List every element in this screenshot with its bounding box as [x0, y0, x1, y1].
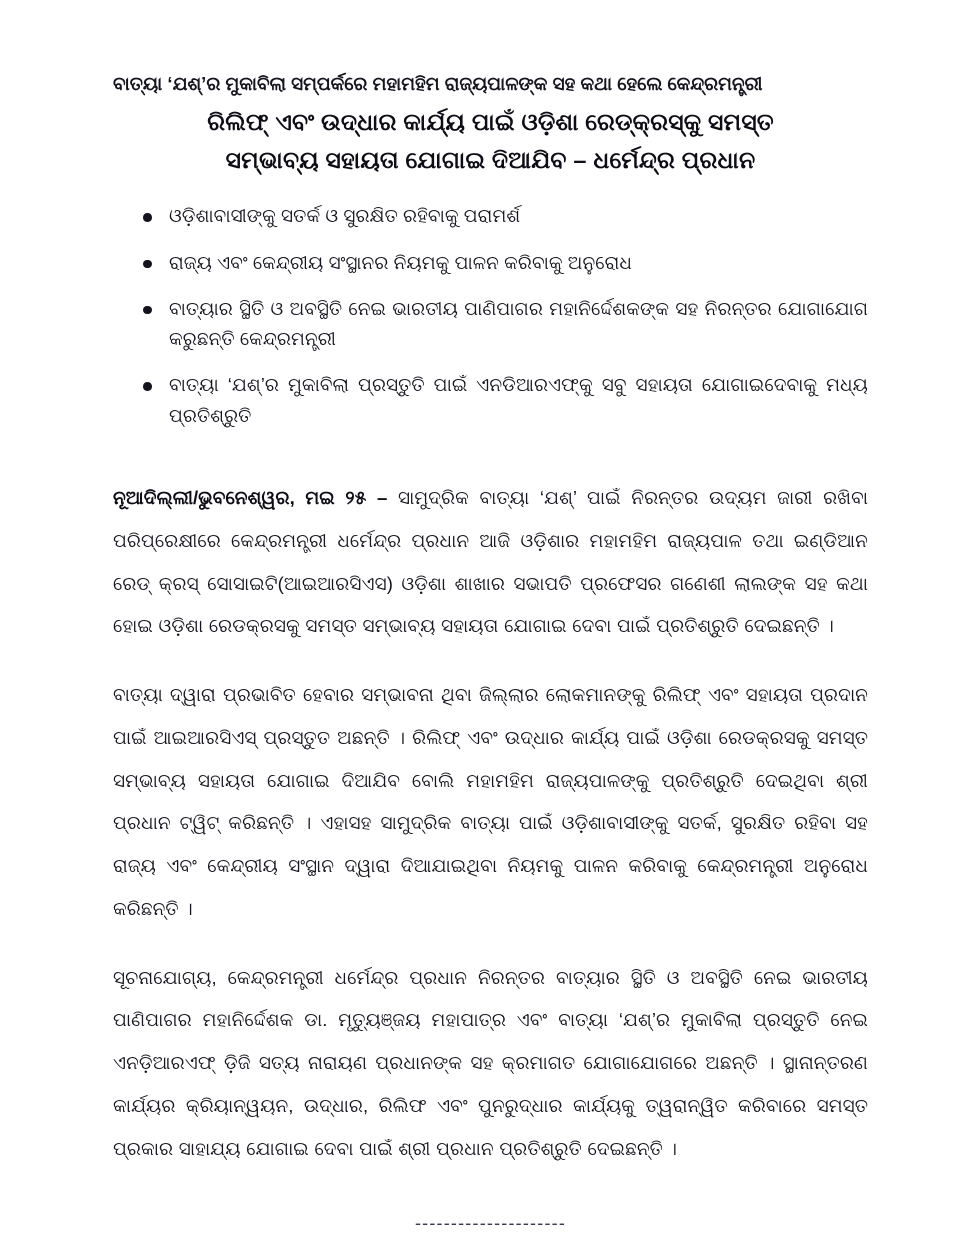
bullet-dot-icon — [143, 213, 152, 222]
list-item-label: ରାଜ୍ୟ ଏବଂ କେନ୍ଦ୍ରୀୟ ସଂସ୍ଥାନର ନିୟମକୁ ପାଳନ କରିବାକୁ ଅନୁରୋଧ — [169, 251, 632, 273]
list-item-label: ଓଡ଼ିଶାବାସୀଙ୍କୁ ସତର୍କ ଓ ସୁରକ୍ଷିତ ରହିବାକୁ ପରାମର୍ଶ — [169, 205, 521, 227]
list-item — [113, 294, 868, 355]
page-title — [113, 103, 868, 179]
paragraph-1-text: ସାମୁଦ୍ରିକ ବାତ୍ୟା ‘ଯଶ୍’ ପାଇଁ ନିରନ୍ତର ଉଦ୍ୟମ ଜାରୀ ରଖିବା ପରିପ୍ରେକ୍ଷୀରେ କେନ୍ଦ୍ରମନ୍ତ୍ରୀ ଧର୍ମେନ୍ଦ୍ର ପ୍ରଧାନ ଆଜି ଓଡ଼ିଶାର ମହାମହିମ ରାଜ୍ୟପାଳ ତଥା ଇଣ୍ଡିଆନ ରେଡ୍ କ୍ରସ୍ ସୋସାଇଟି(ଆଇଆରସିଏସ) ଓଡ଼ିଶା ଶାଖାର ସଭାପତି ପ୍ରଫେସର ଗଣେଶୀ ଲାଲଙ୍କ ସହ କଥା ହୋଇ ଓଡ଼ିଶା ରେଡକ୍ରସକୁ ସମସ୍ତ ସମ୍ଭାବ୍ୟ ସହାୟତା ଯୋଗାଇ ଦେବା ପାଇଁ ପ୍ରତିଶ୍ରୁତି ଦେଇଛନ୍ତି । — [113, 487, 868, 637]
headline-line-1: ରିଲିଫ୍ ଏବଂ ଉଦ୍ଧାର କାର୍ଯ୍ୟ ପାଇଁ ଓଡ଼ିଶା ରେଡ୍‌କ୍ରସ୍‌କୁ ସମସ୍ତ — [207, 109, 774, 136]
paragraph-1 — [113, 477, 868, 648]
list-item — [113, 248, 868, 278]
headline-block — [113, 72, 868, 179]
list-item-label: ବାତ୍ୟା ‘ଯଶ୍’ର ମୁକାବିଲା ପ୍ରସ୍ତୁତି ପାଇଁ ଏନଡିଆରଏଫ୍‌କୁ ସବୁ ସହାୟତା ଯୋଗାଇଦେବାକୁ ମଧ୍ୟ ପ୍ରତିଶ୍ରୁତି — [169, 374, 868, 426]
highlights-list — [113, 201, 868, 431]
bullet-dot-icon — [143, 306, 152, 315]
headline-line-2: ସମ୍ଭାବ୍ୟ ସହାୟତା ଯୋଗାଇ ଦିଆଯିବ – ଧର୍ମେନ୍ଦ୍ର ପ୍ରଧାନ — [225, 147, 756, 174]
list-item — [113, 370, 868, 431]
bullet-dot-icon — [143, 382, 152, 391]
paragraph-2: ବାତ୍ୟା ଦ୍ୱାରା ପ୍ରଭାବିତ ହେବାର ସମ୍ଭାବନା ଥିବା ଜିଲ୍ଲାର ଲୋକମାନଙ୍କୁ ରିଲିଫ୍ ଏବଂ ସହାୟତା ପ୍ରଦାନ ପାଇଁ ଆଇଆରସିଏସ୍ ପ୍ରସ୍ତୁତ ଅଛନ୍ତି । ରିଲିଫ୍ ଏବଂ ଉଦ୍ଧାର କାର୍ଯ୍ୟ ପାଇଁ ଓଡ଼ିଶା ରେଡକ୍ରସକୁ ସମସ୍ତ ସମ୍ଭାବ୍ୟ ସହାୟତା ଯୋଗାଇ ଦିଆଯିବ ବୋଲି ମହାମହିମ ରାଜ୍ୟପାଳଙ୍କୁ ପ୍ରତିଶ୍ରୁତି ଦେଇଥିବା ଶ୍ରୀ ପ୍ରଧାନ ଟ୍ୱିଟ୍ କରିଛନ୍ତି । ଏହାସହ ସାମୁଦ୍ରିକ ବାତ୍ୟା ପାଇଁ ଓଡ଼ିଶାବାସୀଙ୍କୁ ସତର୍କ, ସୁରକ୍ଷିତ ରହିବା ସହ ରାଜ୍ୟ ଏବଂ କେନ୍ଦ୍ରୀୟ ସଂସ୍ଥାନ ଦ୍ୱାରା ଦିଆଯାଇଥିବା ନିୟମକୁ ପାଳନ କରିବାକୁ କେନ୍ଦ୍ରମନ୍ତ୍ରୀ ଅନୁରୋଧ କରିଛନ୍ତି । — [113, 684, 868, 919]
list-item — [113, 201, 868, 231]
document-content — [113, 0, 868, 1234]
footer-separator: --------------------- — [414, 1212, 567, 1233]
list-item-label: ବାତ୍ୟାର ସ୍ଥିତି ଓ ଅବସ୍ଥିତି ନେଇ ଭାରତୀୟ ପାଣିପାଗର ମହାନିର୍ଦ୍ଦେଶକଙ୍କ ସହ ନିରନ୍ତର ଯୋଗାଯୋଗ କରୁଛନ୍ତି କେନ୍ଦ୍ରମନ୍ତ୍ରୀ — [169, 297, 868, 350]
bullet-dot-icon — [143, 260, 152, 269]
kicker-line: ବାତ୍ୟା ‘ଯଶ୍’ର ମୁକାବିଲା ସମ୍ପର୍କରେ ମହାମହିମ ରାଜ୍ୟପାଳଙ୍କ ସହ କଥା ହେଲେ କେନ୍ଦ୍ରମନ୍ତ୍ରୀ — [113, 73, 763, 94]
body-copy — [113, 477, 868, 1170]
paragraph-3: ସୂଚନାଯୋଗ୍ୟ, କେନ୍ଦ୍ରମନ୍ତ୍ରୀ ଧର୍ମେନ୍ଦ୍ର ପ୍ରଧାନ ନିରନ୍ତର ବାତ୍ୟାର ସ୍ଥିତି ଓ ଅବସ୍ଥିତି ନେଇ ଭାରତୀୟ ପାଣିପାଗର ମହାନିର୍ଦ୍ଦେଶକ ଡା. ମୃତ୍ୟୁଞ୍ଜୟ ମହାପାତ୍ର ଏବଂ ବାତ୍ୟା ‘ଯଶ୍’ର ମୁକାବିଲା ପ୍ରସ୍ତୁତି ନେଇ ଏନଡ଼ିଆରଏଫ୍ ଡ଼ିଜି ସତ୍ୟ ନାରାୟଣ ପ୍ରଧାନଙ୍କ ସହ କ୍ରମାଗତ ଯୋଗାଯୋଗରେ ଅଛନ୍ତି । ସ୍ଥାନାନ୍ତରଣ କାର୍ଯ୍ୟର କ୍ରିୟାନ୍ୱୟନ, ଉଦ୍ଧାର, ରିଲିଫ ଏବଂ ପୁନରୁଦ୍ଧାର କାର୍ଯ୍ୟକୁ ତ୍ୱରାନ୍ୱିତ କରିବାରେ ସମସ୍ତ ପ୍ରକାର ସାହାଯ୍ୟ ଯୋଗାଇ ଦେବା ପାଇଁ ଶ୍ରୀ ପ୍ରଧାନ ପ୍ରତିଶ୍ରୁତି ଦେଇଛନ୍ତି । — [113, 966, 868, 1159]
dateline: ନୂଆଦିଲ୍ଲୀ/ଭୁବନେଶ୍ୱର, ମଇ ୨୫ – — [113, 487, 388, 509]
